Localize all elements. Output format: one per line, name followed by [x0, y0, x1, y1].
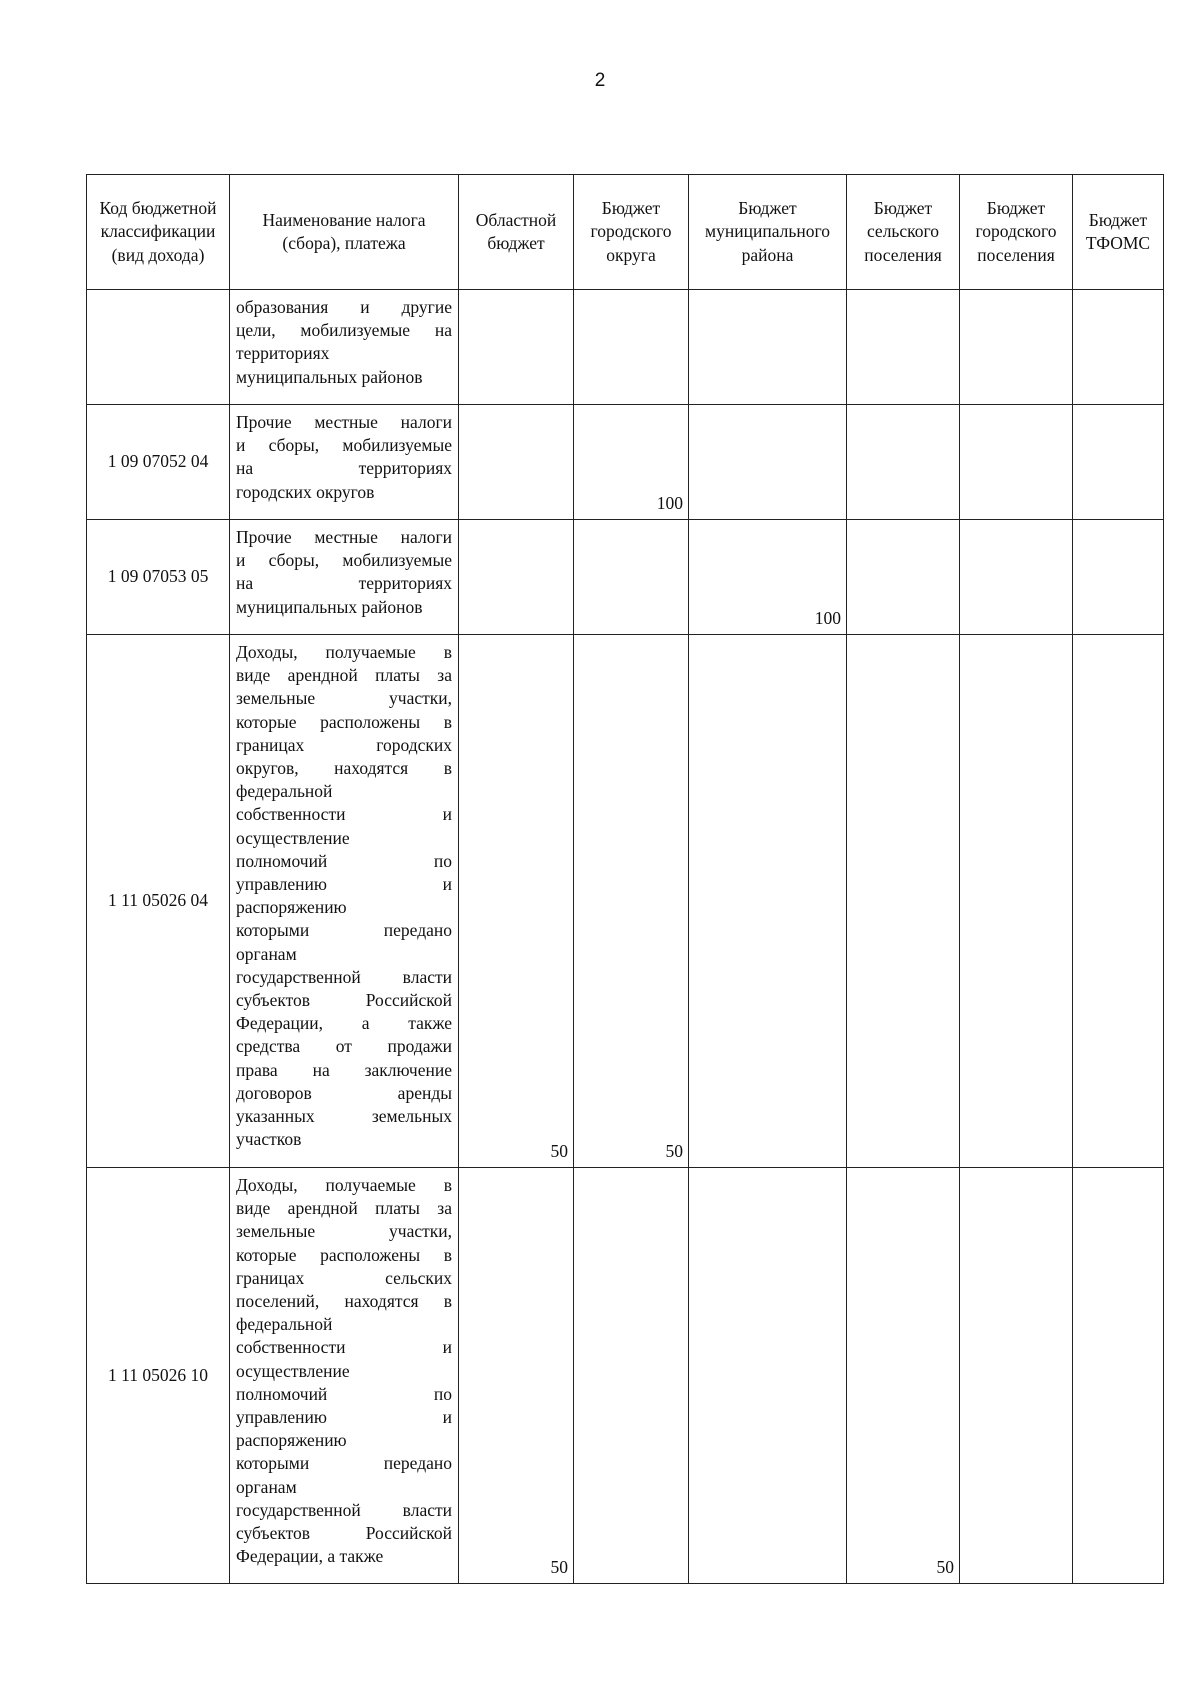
- row-value-gorod-okrug: [574, 290, 689, 405]
- table-row: [87, 405, 1164, 520]
- row-name-line: права на заключение: [236, 1059, 452, 1080]
- table-row: [87, 1168, 1164, 1584]
- row-value-tfoms: [1073, 405, 1164, 520]
- row-name-line: органам: [236, 1476, 297, 1497]
- row-value-oblast: [459, 290, 574, 405]
- row-value-gorod-okrug: [574, 520, 689, 635]
- row-name-line: виде арендной платы за: [236, 665, 452, 686]
- row-value-oblast: [459, 405, 574, 520]
- row-value-oblast: 50: [459, 635, 574, 1168]
- row-value-tfoms: [1073, 520, 1164, 635]
- header-oblast: Областной бюджет: [459, 175, 574, 290]
- row-name: [230, 520, 459, 635]
- row-value-gorod-okrug: [574, 1168, 689, 1584]
- row-name-line: органам: [236, 943, 297, 964]
- row-name-line: полномочий по: [236, 850, 452, 871]
- row-name-line: управлению и: [236, 874, 452, 895]
- row-name-line: распоряжению: [236, 1430, 347, 1451]
- row-name-line: Прочие местные налоги: [236, 527, 452, 547]
- header-tfoms: Бюджет ТФОМС: [1073, 175, 1164, 290]
- row-name-line: виде арендной платы за: [236, 1198, 452, 1219]
- row-value-tfoms: [1073, 1168, 1164, 1584]
- row-name-line: и сборы, мобилизуемые: [236, 550, 452, 571]
- row-name-line: которыми передано: [236, 1453, 452, 1474]
- row-name-line: собственности и: [236, 804, 452, 825]
- header-gorod-okrug: Бюджет городского округа: [574, 175, 689, 290]
- row-name-line: управлению и: [236, 1407, 452, 1428]
- row-name-line: собственности и: [236, 1337, 452, 1358]
- table-row: [87, 290, 1164, 405]
- row-value-oblast: 50: [459, 1168, 574, 1584]
- row-value-tfoms: [1073, 635, 1164, 1168]
- row-name-line: субъектов Российской: [236, 1523, 452, 1544]
- row-value-gorod-okrug: 50: [574, 635, 689, 1168]
- header-code: Код бюджетной классификации (вид дохода): [87, 175, 230, 290]
- row-code: 1 11 05026 10: [87, 1168, 230, 1584]
- row-value-mun-rayon: [689, 635, 847, 1168]
- row-name-line: образования и другие: [236, 297, 452, 317]
- row-name-line: федеральной: [236, 781, 333, 802]
- row-value-gorod-okrug: 100: [574, 405, 689, 520]
- row-value-gorod-pos: [960, 635, 1073, 1168]
- header-selsk-pos: Бюджет сельского поселения: [847, 175, 960, 290]
- row-value-mun-rayon: [689, 1168, 847, 1584]
- row-name: [230, 1168, 459, 1584]
- row-name-line: Федерации, а также: [236, 1013, 452, 1034]
- row-name-line: федеральной: [236, 1314, 333, 1335]
- row-name-line: границах сельских: [236, 1267, 452, 1288]
- row-name-line: государственной власти: [236, 1499, 452, 1520]
- row-name-line: которые расположены в: [236, 711, 452, 732]
- row-name-line: средства от продажи: [236, 1036, 452, 1057]
- row-name-line: которыми передано: [236, 920, 452, 941]
- row-value-mun-rayon: 100: [689, 520, 847, 635]
- row-name: [230, 405, 459, 520]
- row-name-line: Доходы, получаемые в: [236, 1175, 452, 1195]
- row-value-selsk-pos: [847, 635, 960, 1168]
- row-name-line: территориях: [236, 343, 330, 364]
- row-value-selsk-pos: [847, 520, 960, 635]
- row-name-line: цели, мобилизуемые на: [236, 320, 452, 341]
- row-name-line: земельные участки,: [236, 688, 452, 709]
- row-name-line: осуществление: [236, 1360, 350, 1381]
- row-name-line: которые расположены в: [236, 1244, 452, 1265]
- row-value-mun-rayon: [689, 405, 847, 520]
- row-name-line: округов, находятся в: [236, 758, 452, 779]
- row-value-gorod-pos: [960, 405, 1073, 520]
- row-name-line: государственной власти: [236, 966, 452, 987]
- row-name-line: договоров аренды: [236, 1082, 452, 1103]
- row-name-line: Доходы, получаемые в: [236, 642, 452, 662]
- row-code: 1 11 05026 04: [87, 635, 230, 1168]
- row-name-line: полномочий по: [236, 1383, 452, 1404]
- row-value-selsk-pos: [847, 290, 960, 405]
- row-code: 1 09 07052 04: [87, 405, 230, 520]
- row-name-line: Федерации, а также: [236, 1546, 384, 1567]
- row-name-line: муниципальных районов: [236, 366, 423, 387]
- row-name: [230, 635, 459, 1168]
- row-value-selsk-pos: [847, 405, 960, 520]
- header-mun-rayon: Бюджет муниципального района: [689, 175, 847, 290]
- table-header-row: [87, 175, 1164, 290]
- row-code: 1 09 07053 05: [87, 520, 230, 635]
- row-code: [87, 290, 230, 405]
- row-value-selsk-pos: 50: [847, 1168, 960, 1584]
- row-name-line: осуществление: [236, 827, 350, 848]
- row-name-line: указанных земельных: [236, 1106, 452, 1127]
- row-value-gorod-pos: [960, 290, 1073, 405]
- row-value-tfoms: [1073, 290, 1164, 405]
- table-row: [87, 520, 1164, 635]
- row-name-line: на территориях: [236, 458, 452, 479]
- row-name-line: поселений, находятся в: [236, 1291, 452, 1312]
- row-name-line: на территориях: [236, 573, 452, 594]
- header-name: Наименование налога (сбора), платежа: [230, 175, 459, 290]
- row-name-line: земельные участки,: [236, 1221, 452, 1242]
- row-name-line: Прочие местные налоги: [236, 412, 452, 432]
- row-value-oblast: [459, 520, 574, 635]
- row-name: [230, 290, 459, 405]
- row-name-line: городских округов: [236, 481, 375, 502]
- row-name-line: участков: [236, 1129, 302, 1150]
- row-name-line: муниципальных районов: [236, 596, 423, 617]
- row-value-gorod-pos: [960, 520, 1073, 635]
- header-gorod-pos: Бюджет городского поселения: [960, 175, 1073, 290]
- table-row: [87, 635, 1164, 1168]
- row-value-mun-rayon: [689, 290, 847, 405]
- budget-revenue-table: [86, 174, 1164, 1584]
- page-number: 2: [594, 70, 606, 91]
- row-name-line: границах городских: [236, 734, 452, 755]
- row-name-line: и сборы, мобилизуемые: [236, 435, 452, 456]
- row-name-line: субъектов Российской: [236, 990, 452, 1011]
- row-value-gorod-pos: [960, 1168, 1073, 1584]
- row-name-line: распоряжению: [236, 897, 347, 918]
